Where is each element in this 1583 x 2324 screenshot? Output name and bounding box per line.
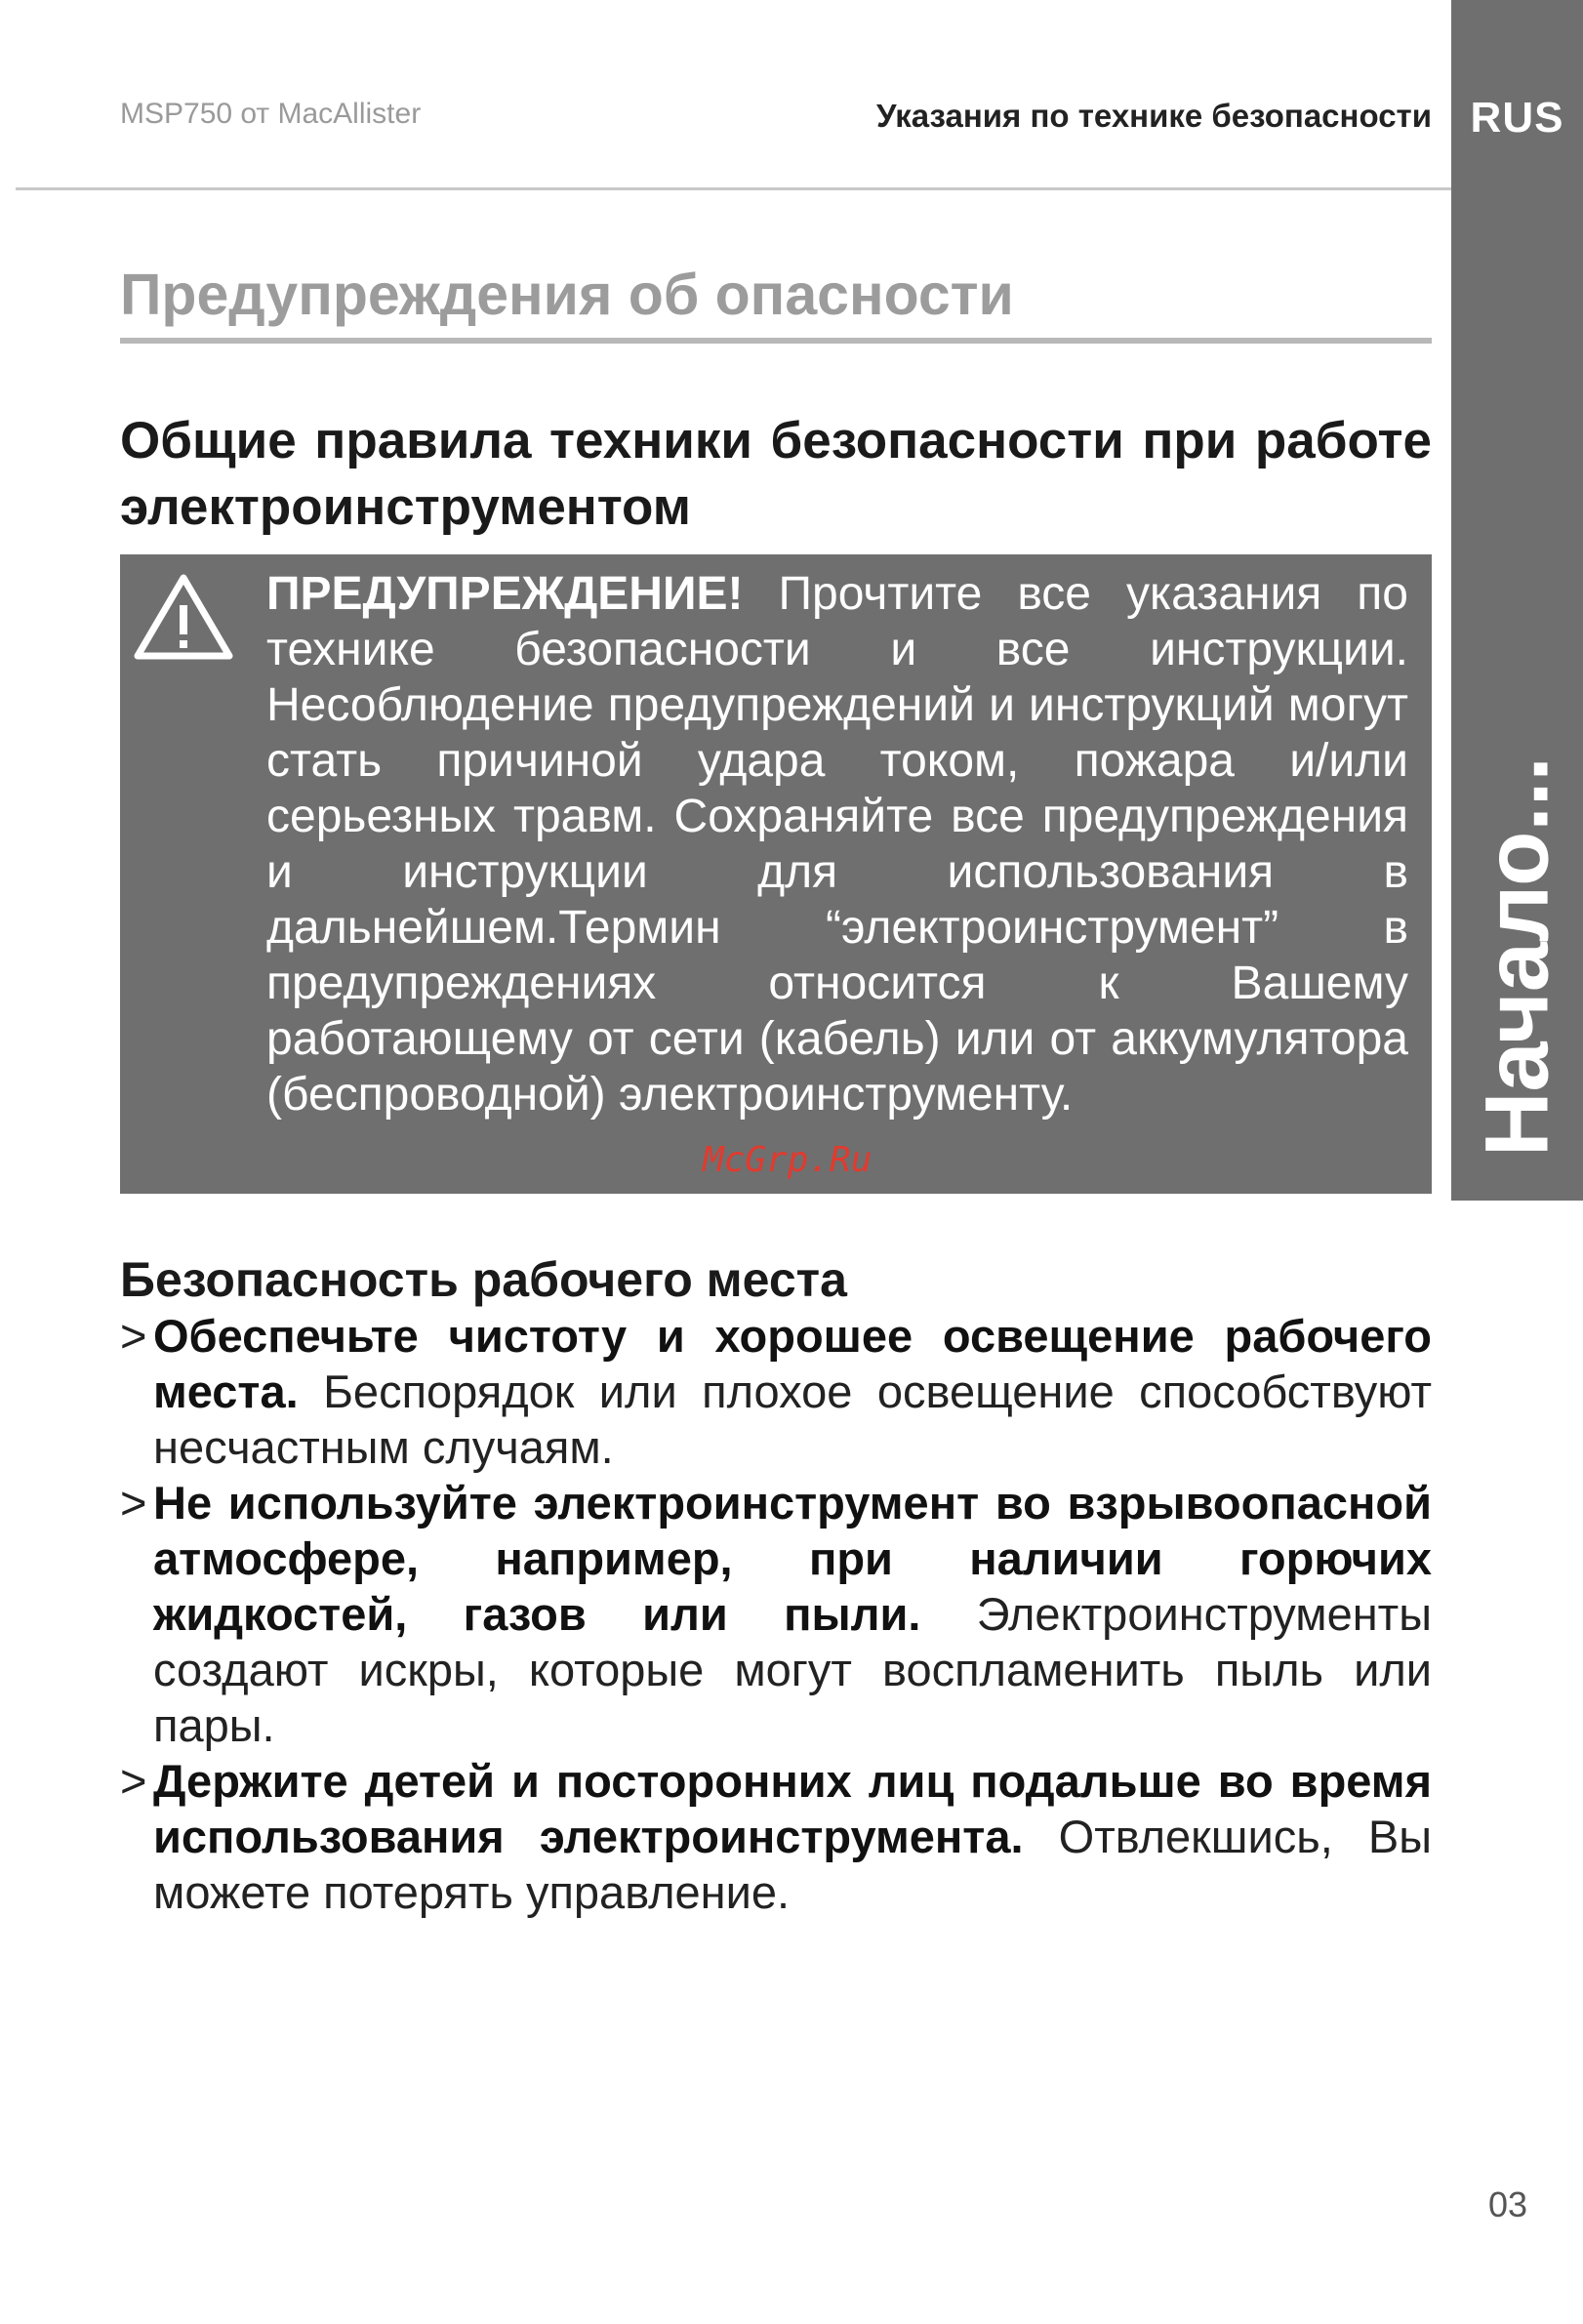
chapter-label: Начало... [1467,755,1566,1158]
rule-text: Электроинструменты создают искры, которые могут воспламенить пыль или пары. [153,1588,1432,1751]
rule-text: Отвлекшись, Вы можете потерять управление. [153,1811,1432,1918]
warning-body: Прочтите все указания по технике безопасности и все инструкции. Несоблюдение предупреждений и инструкций могут стать причиной удара током, пожара и/или серьезных травм. Сохраняйте все предупреждения и инструкции для использования в дальнейшем.Термин “электроинструмент” в предупреждениях относится к Вашему работающему от сети (кабель) или от аккумулятора (беспроводной) электроинструменту. [266,568,1408,1121]
rule-heading: Держите детей и посторонних лиц подальше во время использования электроинструмента. [153,1755,1432,1862]
chapter-label-wrap [1451,742,1583,1171]
rule-text: Беспорядок или плохое освещение способствуют несчастным случаям. [153,1366,1432,1473]
workplace-heading: Безопасность рабочего места [120,1252,847,1307]
warning-triangle-icon [132,572,235,662]
warning-label: ПРЕДУПРЕЖДЕНИЕ! [266,568,744,620]
watermark: McGrp.Ru [703,1140,873,1180]
header-divider [16,187,1451,190]
product-name: MSP750 от MacAllister [120,98,422,130]
page-number: 03 [1488,2184,1528,2224]
warning-text [266,566,1408,1122]
rule-heading: Обеспечьте чистоту и хорошее освещение рабочего места. [153,1310,1432,1417]
bullet-marker: > [120,1755,147,1807]
language-tag: RUS [1470,94,1564,142]
rule-heading: Не используйте электроинструмент во взрывоопасной атмосфере, например, при наличии горючих жидкостей, газов или пыли. [153,1477,1432,1640]
list-item [120,1308,1432,1475]
bullet-marker: > [120,1477,147,1529]
workplace-rules [120,1308,1432,1920]
warning-box [120,554,1432,1194]
section-name: Указания по технике безопасности [875,98,1432,134]
subheading: Общие правила техники безопасности при работе электроинструментом [120,412,1432,536]
section-divider [120,338,1432,344]
section-title: Предупреждения об опасности [120,263,1014,327]
list-item [120,1753,1432,1920]
list-item [120,1475,1432,1753]
bullet-marker: > [120,1310,147,1362]
